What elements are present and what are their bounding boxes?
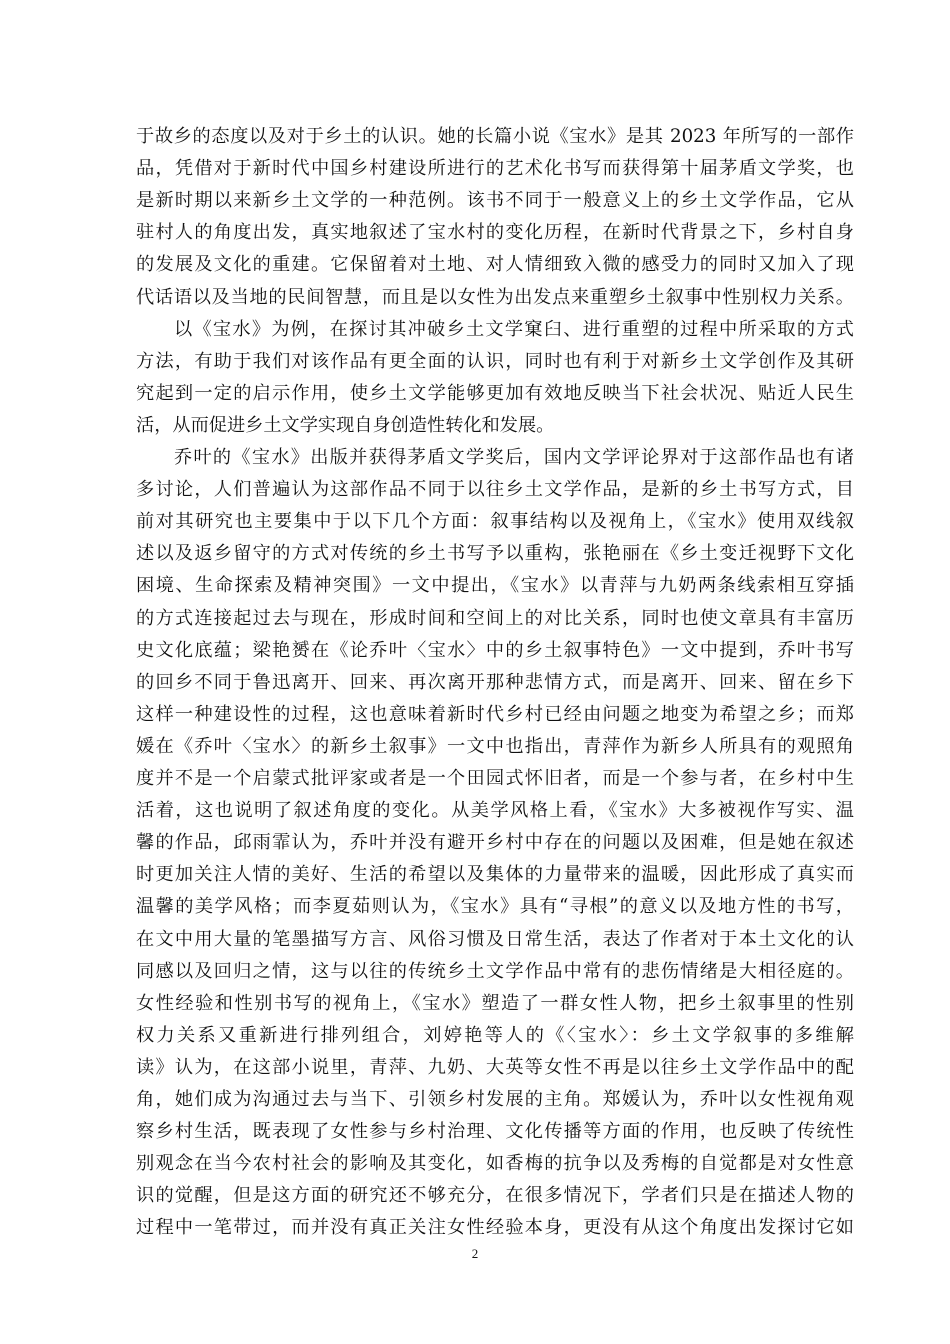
text-line: 过程中一笔带过，而并没有真正关注女性经验本身，更没有从这个角度出发探讨它如: [136, 1217, 854, 1238]
text-line: 女性经验和性别书写的视角上，《宝水》塑造了一群女性人物，把乡土叙事里的性别: [136, 993, 854, 1014]
text-line: 究起到一定的启示作用，使乡土文学能够更加有效地反映当下社会状况、贴近人民生: [136, 383, 854, 404]
text-line: 权力关系又重新进行排列组合，刘婷艳等人的《〈宝水〉：乡土文学叙事的多维解: [136, 1025, 854, 1046]
text-line: 品，凭借对于新时代中国乡村建设所进行的艺术化书写而获得第十届茅盾文学奖，也: [136, 158, 854, 179]
text-line: 的发展及文化的重建。它保留着对土地、对人情细致入微的感受力的同时又加入了现: [136, 254, 854, 275]
text-line: 别观念在当今农村社会的影响及其变化，如香梅的抗争以及秀梅的自觉都是对女性意: [136, 1153, 854, 1174]
text-line: 多讨论，人们普遍认为这部作品不同于以往乡土文学作品，是新的乡土书写方式，目: [136, 479, 854, 500]
text-line: 驻村人的角度出发，真实地叙述了宝水村的变化历程，在新时代背景之下，乡村自身: [136, 222, 854, 243]
text-line: 的方式连接起过去与现在，形成时间和空间上的对比关系，同时也使文章具有丰富历: [136, 608, 854, 629]
text-line: 这样一种建设性的过程，这也意味着新时代乡村已经由问题之地变为希望之乡；而郑: [136, 704, 854, 725]
text-line: 困境、生命探索及精神突围》一文中提出，《宝水》以青萍与九奶两条线索相互穿插: [136, 575, 854, 596]
text-line: 前对其研究也主要集中于以下几个方面：叙事结构以及视角上，《宝水》使用双线叙: [136, 511, 854, 532]
text-line: 史文化底蕴；梁艳赟在《论乔叶〈宝水〉中的乡土叙事特色》一文中提到，乔叶书写: [136, 640, 854, 661]
text-line: 察乡村生活，既表现了女性参与乡村治理、文化传播等方面的作用，也反映了传统性: [136, 1121, 854, 1142]
text-line: 馨的作品，邱雨霏认为，乔叶并没有避开乡村中存在的问题以及困难，但是她在叙述: [136, 832, 854, 853]
text-line: 以《宝水》为例，在探讨其冲破乡土文学窠臼、进行重塑的过程中所采取的方式: [174, 319, 854, 340]
text-line: 是新时期以来新乡土文学的一种范例。该书不同于一般意义上的乡土文学作品，它从: [136, 190, 854, 211]
text-line: 乔叶的《宝水》出版并获得茅盾文学奖后，国内文学评论界对于这部作品也有诸: [174, 447, 854, 468]
text-line: 角，她们成为沟通过去与当下、引领乡村发展的主角。郑媛认为，乔叶以女性视角观: [136, 1089, 854, 1110]
text-line: 述以及返乡留守的方式对传统的乡土书写予以重构，张艳丽在《乡土变迁视野下文化: [136, 543, 854, 564]
text-line: 媛在《乔叶〈宝水〉的新乡土叙事》一文中也指出，青萍作为新乡人所具有的观照角: [136, 736, 854, 757]
text-line: 于故乡的态度以及对于乡土的认识。她的长篇小说《宝水》是其 2023 年所写的一部作: [136, 126, 854, 147]
text-line: 的回乡不同于鲁迅离开、回来、再次离开那种悲情方式，而是离开、回来、留在乡下: [136, 672, 854, 693]
text-line: 度并不是一个启蒙式批评家或者是一个田园式怀旧者，而是一个参与者，在乡村中生: [136, 768, 854, 789]
text-line: 活，从而促进乡土文学实现自身创造性转化和发展。: [136, 415, 555, 436]
page-number: 2: [471, 1246, 479, 1261]
text-line: 方法，有助于我们对该作品有更全面的认识，同时也有利于对新乡土文学创作及其研: [136, 351, 854, 372]
text-line: 温馨的美学风格；而李夏茹则认为，《宝水》具有“寻根”的意义以及地方性的书写，: [136, 896, 854, 917]
text-line: 读》认为，在这部小说里，青萍、九奶、大英等女性不再是以往乡土文学作品中的配: [136, 1057, 854, 1078]
text-line: 时更加关注人情的美好、生活的希望以及集体的力量带来的温暖，因此形成了真实而: [136, 864, 854, 885]
text-line: 同感以及回归之情，这与以往的传统乡土文学作品中常有的悲伤情绪是大相径庭的。: [136, 961, 854, 982]
text-line: 识的觉醒，但是这方面的研究还不够充分，在很多情况下，学者们只是在描述人物的: [136, 1185, 854, 1206]
text-line: 代话语以及当地的民间智慧，而且是以女性为出发点来重塑乡土叙事中性别权力关系。: [136, 287, 854, 308]
text-line: 活着，这也说明了叙述角度的变化。从美学风格上看，《宝水》大多被视作写实、温: [136, 800, 854, 821]
text-line: 在文中用大量的笔墨描写方言、风俗习惯及日常生活，表达了作者对于本土文化的认: [136, 929, 854, 950]
